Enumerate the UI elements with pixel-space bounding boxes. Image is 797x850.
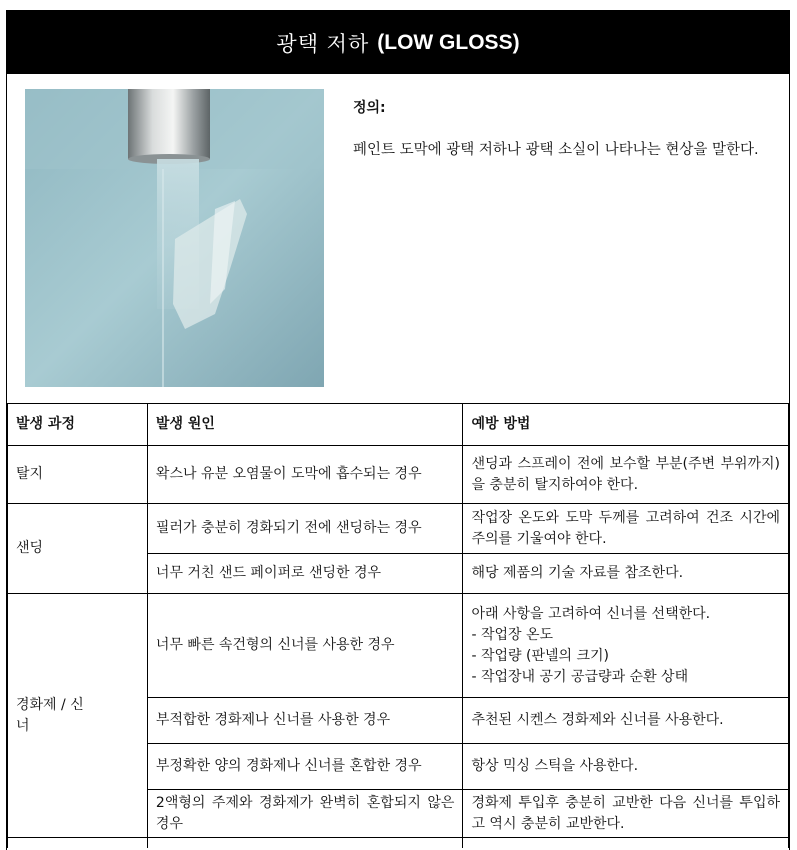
cause-cell: 부정확한 양의 경화제나 신너를 혼합한 경우 [147,744,463,790]
prevention-cell: 항상 믹싱 스틱을 사용한다. [463,744,789,790]
cause-cell: 부적합한 경화제나 신너를 사용한 경우 [147,698,463,744]
cause-prevention-table [7,403,789,848]
prevention-line: - 작업장 온도 [471,626,554,643]
table-header-row [8,404,789,446]
cause-cell: 2액형의 주제와 경화제가 완벽히 혼합되지 않은 경우 [147,790,463,838]
prevention-line: - 작업량 (판넬의 크기) [471,647,609,664]
header-stage: 발생 과정 [8,404,148,446]
table-row [8,594,789,698]
prevention-cell: 경화제 투입후 충분히 교반한 다음 신너를 투입하고 역시 충분히 교반한다. [463,790,789,838]
prevention-cell: 샌딩과 스프레이 전에 보수할 부분(주변 부위까지)을 충분히 탈지하여야 한다. [463,446,789,504]
title-english: (LOW GLOSS) [377,30,520,54]
title-bar [7,11,789,74]
prevention-cell: 해당 제품의 기술 자료를 참조한다. [463,554,789,594]
low-gloss-photo [25,89,324,387]
prevention-cell: 추천된 시켄스 경화제와 신너를 사용한다. [463,698,789,744]
table-row [8,446,789,504]
stage-text: 경화제 / 신너 [16,696,84,734]
table-row [8,504,789,554]
prevention-cell: 작업장 온도와 도막 두께를 고려하여 건조 시간에 주의를 기울여야 한다. [463,504,789,554]
cause-cell: 너무 거친 샌드 페이퍼로 샌딩한 경우 [147,554,463,594]
cause-cell: 왁스나 유분 오염물이 도막에 흡수되는 경우 [147,446,463,504]
document-frame [6,10,790,850]
header-prevention: 예방 방법 [463,404,789,446]
prevention-line: - 작업장내 공기 공급량과 순환 상태 [471,668,689,685]
prevention-cell [463,594,789,698]
prevention-line: 아래 사항을 고려하여 신너를 선택한다. [471,605,711,622]
stage-cell: 탈지 [8,446,148,504]
definition-text: 페인트 도막에 광택 저하나 광택 소실이 나타나는 현상을 말한다. [353,142,759,158]
stage-cell: 샌딩 [8,504,148,594]
cause-cell: 너무 빠른 속건형의 신너를 사용한 경우 [147,594,463,698]
stage-cell [8,594,148,838]
title-korean: 광택 저하 [276,31,370,56]
cause-cell: 필러가 충분히 경화되기 전에 샌딩하는 경우 [147,504,463,554]
definition-label: 정의: [353,100,386,116]
header-cause: 발생 원인 [147,404,463,446]
